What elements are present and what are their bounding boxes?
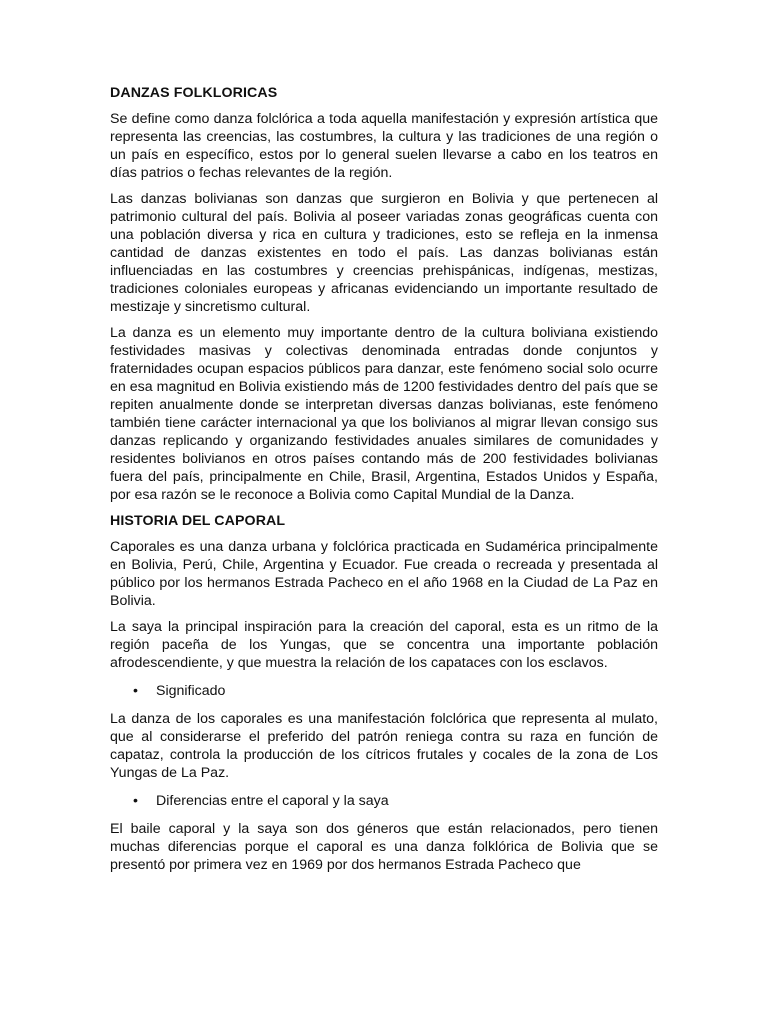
bullet-dot-icon: • — [133, 793, 138, 809]
heading-danzas-folkloricas: DANZAS FOLKLORICAS — [110, 85, 278, 101]
heading-historia-caporal: HISTORIA DEL CAPORAL — [110, 513, 286, 529]
paragraph-definicion: Se define como danza folclórica a toda aquella manifestación y expresión artística que representa las creencias, las costumbres, la cultura y las tradiciones de una región o un país en específico, estos por lo general suelen llevarse a cabo en los teatros en días patrios o fechas relevantes de la región. — [110, 111, 658, 181]
paragraph-caporales: Caporales es una danza urbana y folclórica practicada en Sudamérica principalmente en Bolivia, Perú, Chile, Argentina y Ecuador. Fue creada o recreada y presentada al público por los hermanos Estrada Pacheco en el año 1968 en la Ciudad de La Paz en Bolivia. — [110, 539, 658, 609]
paragraph-significado: La danza de los caporales es una manifestación folclórica que representa al mulato, que al considerarse el preferido del patrón reniega contra su raza en función de capataz, controla la producción de los cítricos frutales y cocales de la zona de Los Yungas de La Paz. — [110, 711, 658, 781]
bullet-label: Diferencias entre el caporal y la saya — [156, 793, 389, 809]
bullet-label: Significado — [156, 683, 226, 699]
paragraph-saya: La saya la principal inspiración para la creación del caporal, esta es un ritmo de la región paceña de los Yungas, que se concentra una importante población afrodescendiente, y que muestra la relación de los capataces con los esclavos. — [110, 619, 658, 671]
document-page — [110, 84, 658, 882]
paragraph-danzas-bolivianas: Las danzas bolivianas son danzas que surgieron en Bolivia y que pertenecen al patrimonio cultural del país. Bolivia al poseer variadas zonas geográficas cuenta con una población diversa y rica en cultura y tradiciones, esto se refleja en la inmensa cantidad de danzas existentes en todo el país. Las danzas bolivianas están influenciadas en las costumbres y creencias prehispánicas, indígenas, mestizas, tradiciones coloniales europeas y africanas evidenciando un importante resultado de mestizaje y sincretismo cultural. — [110, 191, 658, 315]
paragraph-importancia-danza: La danza es un elemento muy importante dentro de la cultura boliviana existiendo festividades masivas y colectivas denominada entradas donde conjuntos y fraternidades ocupan espacios públicos para danzar, este fenómeno social solo ocurre en esa magnitud en Bolivia existiendo más de 1200 festividades dentro del país que se repiten anualmente donde se interpretan diversas danzas bolivianas, este fenómeno también tiene carácter internacional ya que los bolivianos al migrar llevan consigo sus danzas replicando y organizando festividades anuales similares de comunidades y residentes bolivianos en otros países contando más de 200 festividades bolivianas fuera del país, principalmente en Chile, Brasil, Argentina, Estados Unidos y España, por esa razón se le reconoce a Bolivia como Capital Mundial de la Danza. — [110, 325, 658, 503]
paragraph-diferencias: El baile caporal y la saya son dos géneros que están relacionados, pero tienen muchas diferencias porque el caporal es una danza folklórica de Bolivia que se presentó por primera vez en 1969 por dos hermanos Estrada Pacheco que — [110, 821, 658, 873]
bullet-item-significado — [110, 682, 658, 700]
bullet-dot-icon: • — [133, 683, 138, 699]
bullet-item-diferencias — [110, 792, 658, 810]
